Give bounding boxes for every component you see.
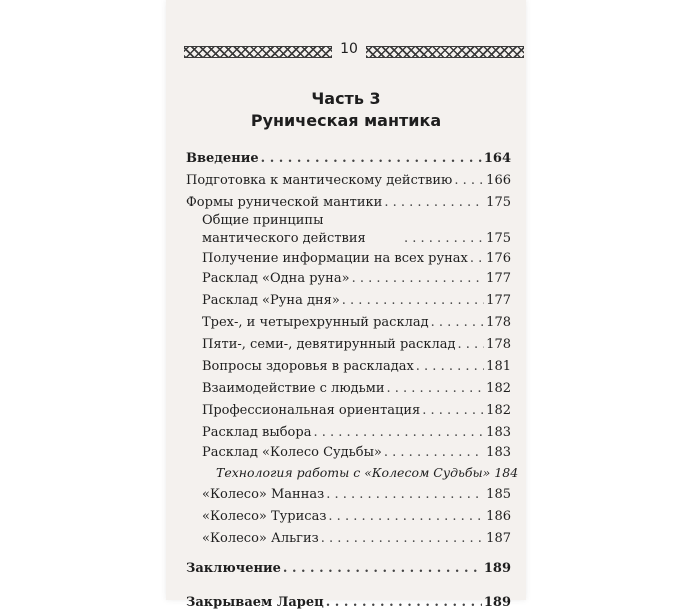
toc-entry-page: 176: [486, 251, 511, 266]
toc-entry: [202, 402, 511, 420]
toc-entry: [186, 194, 511, 212]
toc-entry-title: Расклад «Руна дня»: [202, 293, 340, 308]
toc-entry: [202, 508, 511, 526]
toc-entry: [202, 380, 511, 398]
toc-entry-page: 189: [483, 595, 511, 610]
toc-entry-page: 177: [486, 293, 511, 308]
toc-entry-title: «Колесо» Манназ: [202, 487, 325, 502]
toc-entry-page: 178: [486, 337, 511, 352]
toc-entry: [202, 336, 511, 354]
toc-entry-page: 182: [486, 403, 511, 418]
toc-entry-page: 178: [486, 315, 511, 330]
part-number: Часть 3: [311, 89, 381, 108]
toc-entry-title: Расклад «Одна руна»: [202, 271, 350, 286]
toc-entry: [186, 560, 511, 578]
toc-entry-page: 185: [486, 487, 511, 502]
toc-entry-page: 186: [486, 509, 511, 524]
toc-entry: [202, 212, 511, 248]
toc-entry-title: Технология работы с «Колесом Судьбы»: [216, 465, 491, 480]
toc-entry-page: 187: [486, 531, 511, 546]
part-title: [166, 88, 526, 132]
toc-entry: [186, 172, 511, 190]
toc-entry-page: 177: [486, 271, 511, 286]
toc-entry-title: Взаимодействие с людьми: [202, 381, 385, 396]
toc-entry-page: 184: [494, 465, 519, 480]
toc-entry: [202, 292, 511, 310]
toc-entry: [186, 150, 511, 168]
page-header: [184, 40, 524, 64]
header-ornament-left: [184, 46, 332, 58]
toc-entry: [202, 270, 511, 288]
toc-entry-page: 183: [486, 445, 511, 460]
toc-entry-title: Трех-, и четырехрунный расклад: [202, 315, 429, 330]
toc-entry: [202, 486, 511, 504]
toc-entry-page: 189: [483, 561, 511, 576]
toc-entry-title: Пяти-, семи-, девятирунный расклад: [202, 337, 456, 352]
toc-entry: [202, 250, 511, 268]
toc-entry-title: Введение: [186, 151, 259, 166]
toc-entry-title: Общие принципы мантического действия: [202, 213, 366, 246]
toc-entry-title: Вопросы здоровья в раскладах: [202, 359, 414, 374]
toc-entry: [202, 314, 511, 332]
toc-entry-title: Закрываем Ларец: [186, 595, 324, 610]
header-ornament-right: [366, 46, 524, 58]
toc-entry: [186, 594, 511, 612]
toc-entry-page: 181: [486, 359, 511, 374]
toc-entry: [202, 358, 511, 376]
toc-entry: [202, 424, 511, 442]
toc-entry-title: Формы рунической мантики: [186, 195, 383, 210]
toc-entry-title: «Колесо» Альгиз: [202, 531, 319, 546]
toc-entry-title: Подготовка к мантическому действию: [186, 173, 453, 188]
toc-entry: [202, 530, 511, 548]
toc-entry-page: 175: [486, 231, 511, 246]
toc-entry: [202, 444, 511, 462]
toc-entry-title: Получение информации на всех рунах: [202, 251, 468, 266]
toc-entry-page: 175: [486, 195, 511, 210]
toc-entry-page: 183: [486, 425, 511, 440]
toc-entry-title: Расклад выбора: [202, 425, 312, 440]
toc-entry-title: Расклад «Колесо Судьбы»: [202, 445, 382, 460]
toc-entry-title: Заключение: [186, 561, 281, 576]
toc-entry: [216, 464, 519, 482]
toc-entry-page: 164: [483, 151, 511, 166]
page-number: 10: [340, 41, 358, 57]
part-name: Руническая мантика: [250, 111, 442, 130]
toc-entry-page: 166: [486, 173, 511, 188]
toc-entry-page: 182: [486, 381, 511, 396]
toc-entry-title: «Колесо» Турисаз: [202, 509, 327, 524]
toc-entry-title: Профессиональная ориентация: [202, 403, 421, 418]
